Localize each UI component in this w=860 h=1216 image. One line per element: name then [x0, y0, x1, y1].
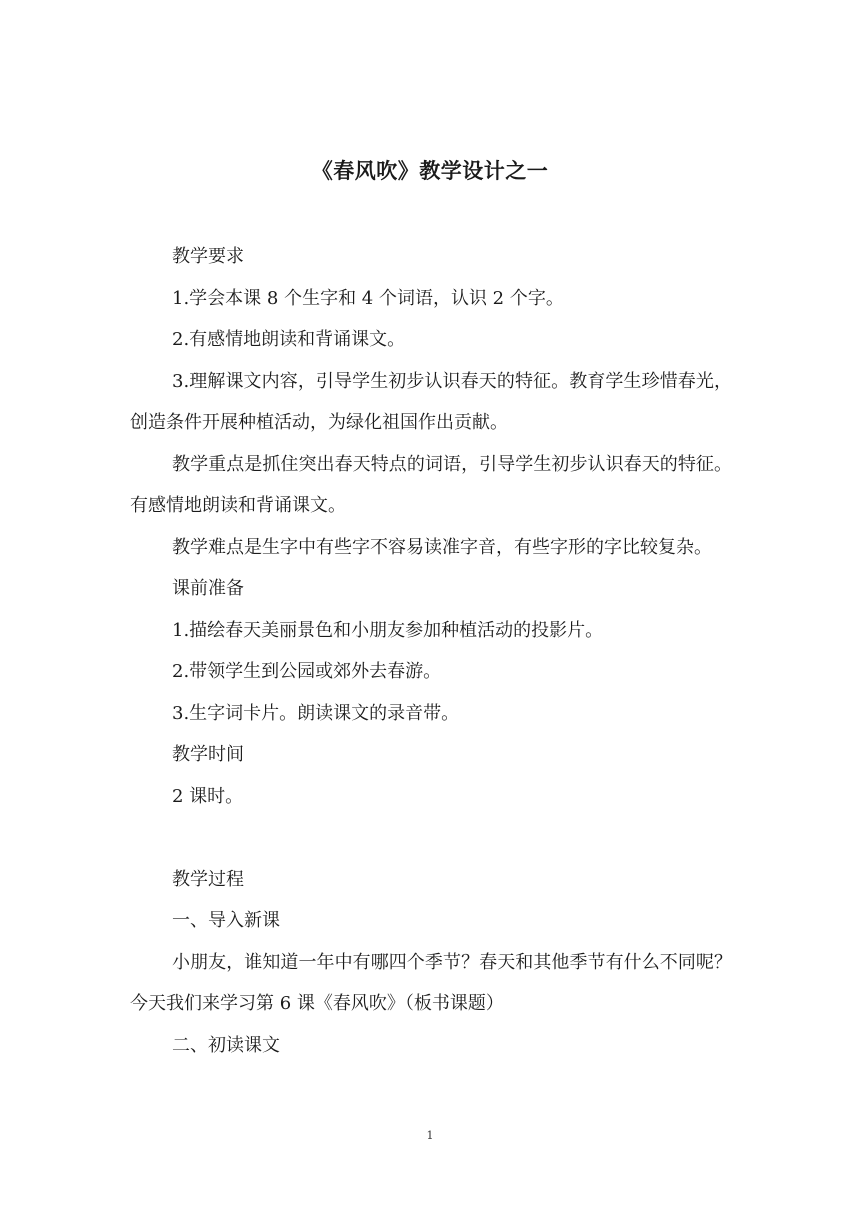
teaching-focus-paragraph: 教学重点是抓住突出春天特点的词语，引导学生初步认识春天的特征。有感情地朗读和背诵课文。	[130, 453, 732, 516]
teaching-time-value: 2 课时。	[172, 785, 244, 807]
section-heading-teaching-process: 教学过程	[172, 868, 244, 890]
paragraph-gap	[130, 817, 732, 859]
teaching-difficulty-paragraph: 教学难点是生字中有些字不容易读准字音，有些字形的字比较复杂。	[172, 536, 712, 558]
requirement-item-2: 2.有感情地朗读和背诵课文。	[172, 329, 406, 350]
preparation-item-3: 3.生字词卡片。朗读课文的录音带。	[172, 702, 460, 724]
document-title: 《春风吹》教学设计之一	[311, 159, 549, 183]
process-step-first-reading-heading: 二、初读课文	[172, 1034, 280, 1056]
requirement-item-1: 1.学会本课 8 个生字和 4 个词语，认识 2 个字。	[172, 287, 564, 309]
section-heading-teaching-requirements: 教学要求	[172, 246, 244, 267]
page-number: 1	[426, 1129, 434, 1142]
section-heading-preparation: 课前准备	[172, 578, 244, 599]
requirement-item-3: 3.理解课文内容，引导学生初步认识春天的特征。教育学生珍惜春光，创造条件开展种植活动，为绿化祖国作出贡献。	[130, 370, 732, 433]
process-step-introduction-heading: 一、导入新课	[172, 910, 280, 931]
document-body	[130, 236, 732, 1066]
preparation-item-1: 1.描绘春天美丽景色和小朋友参加种植活动的投影片。	[172, 619, 604, 641]
section-heading-teaching-time: 教学时间	[172, 744, 244, 765]
preparation-item-2: 2.带领学生到公园或郊外去春游。	[172, 661, 442, 682]
introduction-paragraph: 小朋友，谁知道一年中有哪四个季节？春天和其他季节有什么不同呢？今天我们来学习第 6 课《春风吹》（板书课题）	[130, 951, 732, 1014]
